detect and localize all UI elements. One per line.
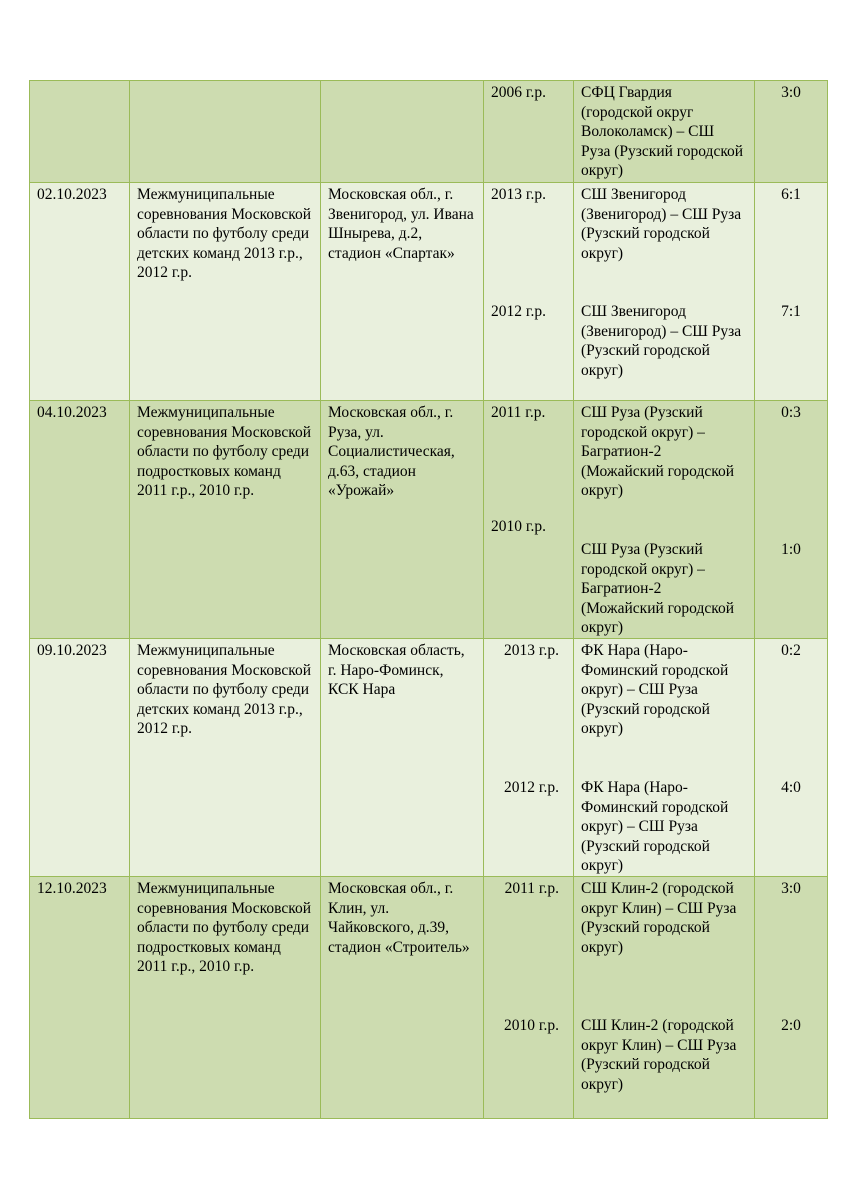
match-year: 2012 г.р. bbox=[504, 778, 559, 796]
match-score: 3:0 bbox=[781, 879, 801, 897]
match-year: 2011 г.р. bbox=[504, 879, 559, 897]
event-cell bbox=[130, 81, 321, 183]
match-score: 3:0 bbox=[781, 84, 801, 101]
year-cell bbox=[484, 876, 574, 1118]
table-row bbox=[30, 81, 828, 183]
match-year: 2013 г.р. bbox=[491, 186, 546, 203]
date-cell: 09.10.2023 bbox=[30, 638, 130, 876]
match-score: 2:0 bbox=[781, 1016, 801, 1034]
match-teams: СШ Клин-2 (городской округ Клин) – СШ Руза (Рузский городской округ) bbox=[581, 1016, 737, 1093]
event-cell: Межмуниципальные соревнования Московской области по футболу среди подростковых команд 2011 г.р., 2010 г.р. bbox=[130, 401, 321, 639]
venue-cell: Московская обл., г. Руза, ул. Социалистическая, д.63, стадион «Урожай» bbox=[321, 401, 484, 639]
match-teams: СШ Звенигород (Звенигород) – СШ Руза (Рузский городской округ) bbox=[581, 303, 742, 379]
match-score: 4:0 bbox=[781, 778, 801, 796]
year-cell bbox=[484, 638, 574, 876]
match-teams: СШ Клин-2 (городской округ Клин) – СШ Руза (Рузский городской округ) bbox=[581, 879, 737, 956]
teams-cell bbox=[574, 183, 755, 401]
score-cell bbox=[755, 81, 828, 183]
match-year: 2010 г.р. bbox=[504, 1016, 559, 1034]
score-cell bbox=[755, 183, 828, 401]
match-score: 6:1 bbox=[781, 186, 801, 203]
match-teams: ФК Нара (Наро-Фоминский городской округ) – СШ Руза (Рузский городской округ) bbox=[581, 778, 729, 875]
score-cell bbox=[755, 638, 828, 876]
year-cell bbox=[484, 183, 574, 401]
venue-cell: Московская обл., г. Клин, ул. Чайковского, д.39, стадион «Строитель» bbox=[321, 876, 484, 1118]
match-year: 2013 г.р. bbox=[504, 641, 559, 659]
event-cell: Межмуниципальные соревнования Московской области по футболу среди детских команд 2013 г.р., 2012 г.р. bbox=[130, 183, 321, 401]
match-teams: СФЦ Гвардия (городской округ Волоколамск) – СШ Руза (Рузский городской округ) bbox=[581, 84, 744, 180]
year-cell bbox=[484, 81, 574, 183]
score-cell bbox=[755, 401, 828, 639]
venue-cell bbox=[321, 81, 484, 183]
teams-cell bbox=[574, 81, 755, 183]
match-score: 0:2 bbox=[781, 641, 801, 659]
table-row bbox=[30, 876, 828, 1118]
match-teams: СШ Руза (Рузский городской округ) – Багратион-2 (Можайский городской округ) bbox=[581, 404, 735, 500]
teams-cell bbox=[574, 401, 755, 639]
match-year: 2011 г.р. bbox=[491, 404, 546, 421]
event-cell: Межмуниципальные соревнования Московской области по футболу среди подростковых команд 2011 г.р., 2010 г.р. bbox=[130, 876, 321, 1118]
venue-cell: Московская область, г. Наро-Фоминск, КСК Нара bbox=[321, 638, 484, 876]
venue-cell: Московская обл., г. Звенигород, ул. Ивана Шнырева, д.2, стадион «Спартак» bbox=[321, 183, 484, 401]
teams-cell bbox=[574, 876, 755, 1118]
table-row bbox=[30, 183, 828, 401]
results-table bbox=[29, 80, 828, 1119]
date-cell bbox=[30, 81, 130, 183]
table-row bbox=[30, 638, 828, 876]
event-cell: Межмуниципальные соревнования Московской области по футболу среди детских команд 2013 г.р., 2012 г.р. bbox=[130, 638, 321, 876]
match-teams: СШ Звенигород (Звенигород) – СШ Руза (Рузский городской округ) bbox=[581, 186, 742, 262]
score-cell bbox=[755, 876, 828, 1118]
year-cell bbox=[484, 401, 574, 639]
match-score: 0:3 bbox=[781, 404, 801, 421]
match-score: 1:0 bbox=[781, 541, 801, 558]
match-year: 2010 г.р. bbox=[491, 518, 546, 535]
date-cell: 12.10.2023 bbox=[30, 876, 130, 1118]
match-year: 2006 г.р. bbox=[491, 84, 546, 101]
date-cell: 02.10.2023 bbox=[30, 183, 130, 401]
table-row bbox=[30, 401, 828, 639]
date-cell: 04.10.2023 bbox=[30, 401, 130, 639]
match-teams: ФК Нара (Наро-Фоминский городской округ) – СШ Руза (Рузский городской округ) bbox=[581, 641, 729, 738]
match-score: 7:1 bbox=[781, 303, 801, 320]
match-teams: СШ Руза (Рузский городской округ) – Багратион-2 (Можайский городской округ) bbox=[581, 541, 735, 637]
match-year: 2012 г.р. bbox=[491, 303, 546, 320]
teams-cell bbox=[574, 638, 755, 876]
